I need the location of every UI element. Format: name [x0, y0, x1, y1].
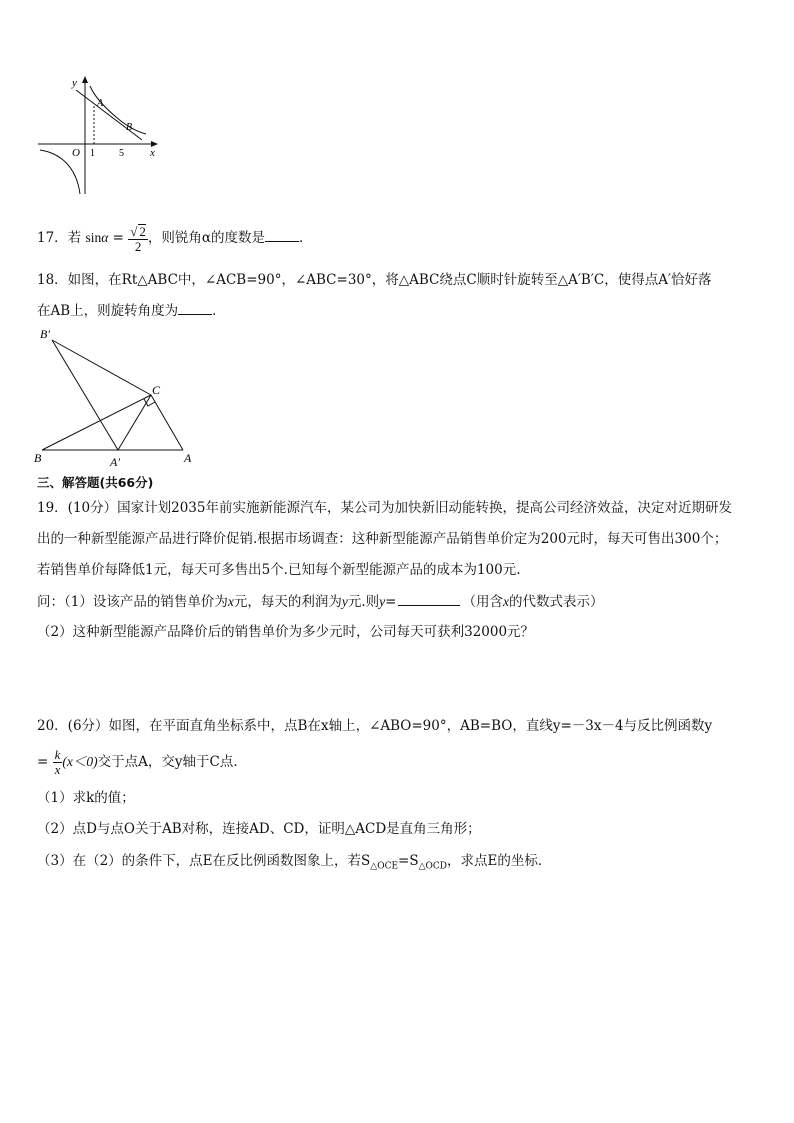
label-1: 1	[90, 148, 95, 159]
question-17: 17．若 sinα = $\frac{√ 2}{2}$ ，则锐角α的度数是 ．	[37, 223, 313, 254]
label-c: C	[152, 383, 161, 397]
question-18-line2: 在AB上，则旋转角度为 ．	[37, 300, 226, 321]
answer-blank-17[interactable]	[265, 227, 299, 242]
question-19-line4: 问：（1）设该产品的销售单价为x元，每天的利润为y元.则y= （用含x的代数式表示）	[37, 591, 603, 612]
right-angle-mark	[144, 399, 155, 406]
question-19-line3: 若销售单价每降低1元，每天可多售出5个.已知每个新型能源产品的成本为100元.	[37, 562, 521, 578]
hyperbola-branch-right	[90, 86, 146, 134]
section-3-title: 三、解答题(共66分)	[37, 475, 154, 490]
question-20-line1: 20．(6分）如图，在平面直角坐标系中，点B在x轴上，∠ABO=90°，AB=BO，直线y=－3x－4与反比例函数y	[37, 718, 713, 734]
hyperbola-graph	[36, 74, 166, 198]
label-b: B	[34, 451, 42, 465]
question-18-line1: 18．如图，在Rt△ABC中，∠ACB=90°，∠ABC=30°，将△ABC绕点C顺时针旋转至△A′B′C，使得点A′恰好落	[37, 272, 712, 288]
label-y: y	[72, 77, 77, 89]
label-b: B	[126, 122, 133, 133]
question-19-line5: （2）这种新型能源产品降价后的销售单价为多少元时，公司每天可获利32000元？	[37, 624, 535, 640]
seg-c-a	[151, 395, 183, 450]
seg-bp-c	[52, 340, 151, 395]
label-a: A	[184, 451, 192, 465]
question-19-line2: 出的一种新型能源产品进行降价促销.根据市场调查：这种新型能源产品销售单价定为200元时，每天可售出300个；	[37, 531, 728, 547]
question-20-line3: （1）求k的值；	[37, 790, 135, 806]
question-20-line5: （3）在（2）的条件下，点E在反比例函数图象上，若$S_{\triangle OCE}=S_{\triangle OCD}$，求点E的坐标．	[37, 853, 552, 872]
label-o: O	[72, 147, 80, 159]
label-x: x	[150, 147, 155, 159]
label-ap: A′	[110, 455, 120, 469]
label-5: 5	[119, 148, 124, 159]
answer-blank-19[interactable]	[398, 591, 460, 606]
label-bp: B′	[40, 327, 50, 341]
fraction-k-over-x: $\frac{k}{x}$	[54, 747, 61, 777]
seg-bp-ap	[52, 340, 118, 450]
triangle-rotation-figure	[30, 322, 205, 472]
question-19-line1: 19．(10分）国家计划2035年前实施新能源汽车，某公司为加快新旧动能转换，提高公司经济效益，决定对近期研发	[37, 500, 732, 516]
question-20-line2: = $\frac{k}{x}$ (x＜0)交于点A，交y轴于C点.	[37, 747, 238, 777]
fraction-sqrt2-over-2: $\frac{√ 2}{2}$	[130, 223, 146, 254]
label-a: A	[97, 98, 104, 109]
y-axis-arrow	[82, 76, 88, 83]
answer-blank-18[interactable]	[178, 300, 212, 315]
question-20-line4: （2）点D与点O关于AB对称，连接AD、CD，证明△ACD是直角三角形；	[37, 821, 481, 837]
